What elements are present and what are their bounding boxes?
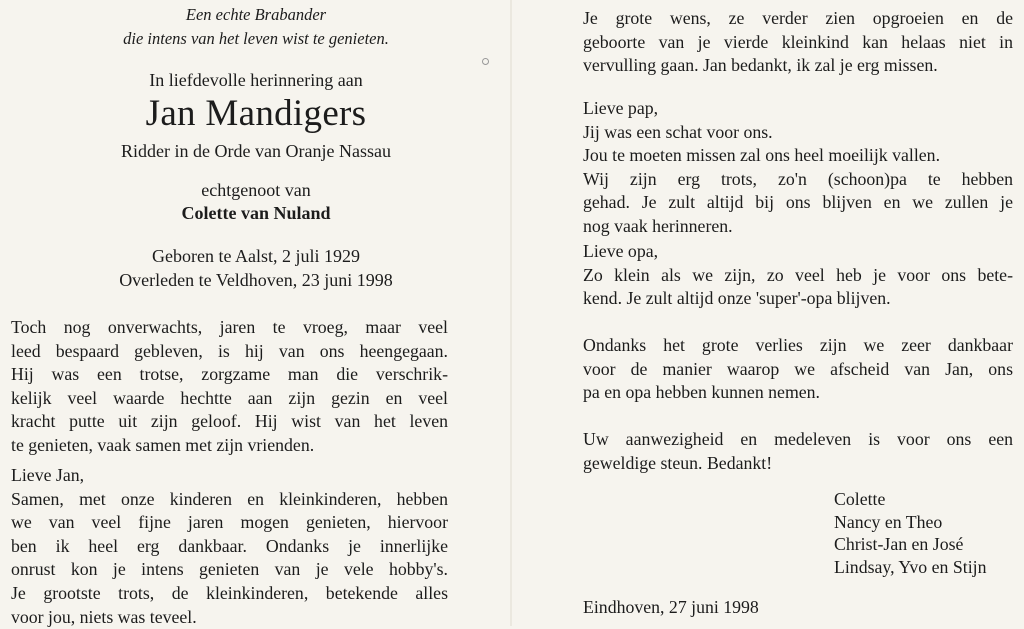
text-line: Zo klein als we zijn, zo veel heb je voor ons bete- xyxy=(583,264,1013,285)
text-line: Hij was een trotse, zorgzame man die verschrik- xyxy=(11,364,448,385)
text-line: kelijk veel waarde hechtte aan zijn gezin en veel xyxy=(11,387,448,408)
right-paragraph-5 xyxy=(583,428,1013,475)
text-line: Je grote wens, ze verder zien opgroeien en de xyxy=(583,8,1013,28)
text-line: kend. Je zult altijd onze 'super'-opa blijven. xyxy=(583,288,891,309)
text-line: Je grootste trots, de kleinkinderen, betekende alles xyxy=(11,582,448,603)
birth-line: Geboren te Aalst, 2 juli 1929 xyxy=(152,246,360,266)
text-line: Uw aanwezigheid en medeleven is voor ons een xyxy=(583,429,1013,449)
text-line: Samen, met onze kinderen en kleinkinderen, hebben xyxy=(11,488,448,509)
text-line: nog vaak herinneren. xyxy=(583,215,733,236)
memory-intro: In liefdevolle herinnering aan xyxy=(149,70,363,90)
left-paragraph-2 xyxy=(11,464,448,629)
text-line: leed bespaard gebleven, is hij van ons heengegaan. xyxy=(11,340,448,361)
signature-line: Nancy en Theo xyxy=(834,511,943,532)
text-line: we van veel fijne jaren mogen genieten, hiervoor xyxy=(11,512,448,533)
text-line: pa en opa hebben kunnen nemen. xyxy=(583,382,820,403)
signature-line: Lindsay, Yvo en Stijn xyxy=(834,556,987,577)
text-line: gehad. Je zult altijd bij ons blijven en we zullen je xyxy=(583,192,1013,213)
right-paragraph-4 xyxy=(583,334,1013,405)
left-paragraph-1 xyxy=(11,316,448,458)
text-line: ben ik heel erg dankbaar. Ondanks je innerlijke xyxy=(11,535,448,556)
small-circle-mark xyxy=(482,58,489,65)
text-line: Wij zijn erg trots, zo'n (schoon)pa te hebben xyxy=(583,168,1013,189)
death-line: Overleden te Veldhoven, 23 juni 1998 xyxy=(119,270,393,290)
signatures xyxy=(834,488,986,578)
right-paragraph-3 xyxy=(583,240,1013,311)
text-line: Eindhoven, 27 juni 1998 xyxy=(583,597,759,617)
spouse-intro: echtgenoot van xyxy=(201,180,311,200)
deceased-name: Jan Mandigers xyxy=(145,93,367,134)
text-line: geboorte van je vierde kleinkind kan helaas niet in xyxy=(583,31,1013,52)
text-line: kracht putte uit zijn geloof. Hij wist van het leven xyxy=(11,411,448,432)
text-line: voor de manier waarop we afscheid van Jan, ons xyxy=(583,358,1013,379)
motto-line-2: die intens van het leven wist te genieten. xyxy=(123,29,389,48)
text-line: onrust kon je intens genieten van je vele hobby's. xyxy=(11,559,448,580)
spouse-name: Colette van Nuland xyxy=(181,203,331,223)
right-paragraph-2 xyxy=(583,97,1013,239)
signature-line: Christ-Jan en José xyxy=(834,534,964,554)
text-line: voor jou, niets was teveel. xyxy=(11,606,197,627)
right-paragraph-1 xyxy=(583,7,1013,78)
text-line: geweldige steun. Bedankt! xyxy=(583,452,773,473)
text-line: Jou te moeten missen zal ons heel moeilijk vallen. xyxy=(583,145,941,166)
honorary-title: Ridder in de Orde van Oranje Nassau xyxy=(121,141,391,161)
text-line: Lieve pap, xyxy=(583,98,659,118)
text-line: Lieve opa, xyxy=(583,241,659,261)
left-page xyxy=(0,0,512,626)
text-line: Ondanks het grote verlies zijn we zeer dankbaar xyxy=(583,335,1013,355)
text-line: vervulling gaan. Jan bedankt, ik zal je erg missen. xyxy=(583,55,938,76)
text-line: Jij was een schat voor ons. xyxy=(583,121,773,142)
text-line: te genieten, vaak samen met zijn vrienden. xyxy=(11,434,315,455)
signature-line: Colette xyxy=(834,489,886,509)
motto-line-1: Een echte Brabander xyxy=(185,5,327,24)
place-date xyxy=(583,596,1013,620)
text-line: Toch nog onverwachts, jaren te vroeg, maar veel xyxy=(11,317,448,337)
text-line: Lieve Jan, xyxy=(11,465,85,485)
